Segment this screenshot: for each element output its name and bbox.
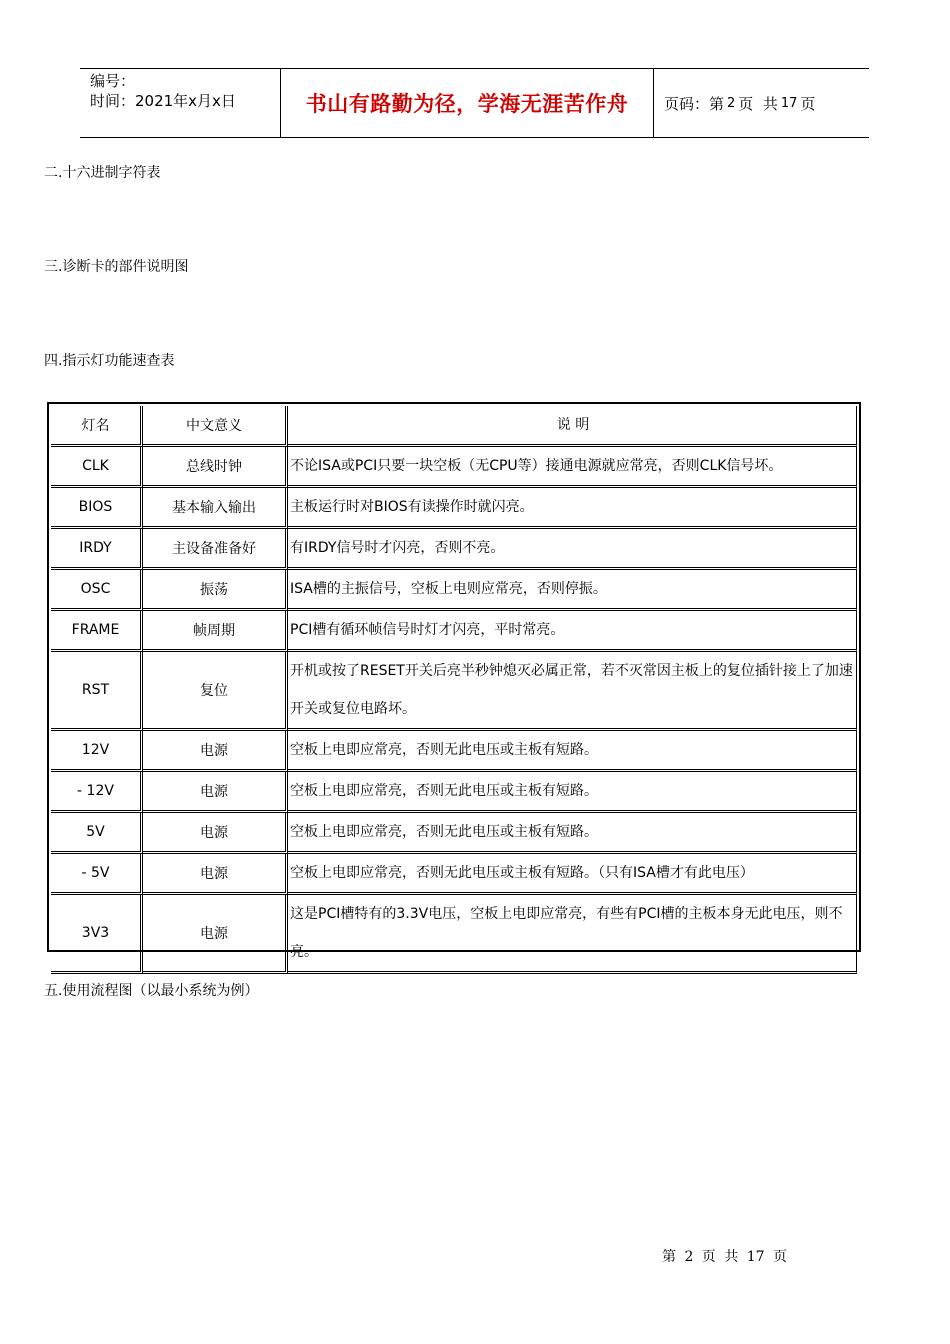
page-footer: 第 2 页 共 17 页 — [662, 1249, 787, 1265]
page-current: 2 — [727, 95, 736, 111]
indicator-table — [51, 406, 857, 974]
table-header-cell: 说 明 — [288, 406, 857, 447]
lamp-name-cell: 5V — [51, 813, 143, 854]
lamp-name-cell: CLK — [51, 447, 143, 488]
meaning-cell: 帧周期 — [143, 611, 288, 652]
meaning-cell: 总线时钟 — [143, 447, 288, 488]
table-row — [51, 488, 857, 529]
description-cell: 有IRDY信号时才闪亮，否则不亮。 — [288, 529, 857, 570]
meaning-cell: 电源 — [143, 895, 288, 974]
table-row — [51, 854, 857, 895]
lamp-name-cell: 3V3 — [51, 895, 143, 974]
meaning-cell: 电源 — [143, 813, 288, 854]
header-meta — [80, 69, 281, 137]
page-suffix: 页 — [800, 94, 816, 113]
table-header-cell: 中文意义 — [143, 406, 288, 447]
page-header — [80, 68, 869, 138]
table-row — [51, 731, 857, 772]
meaning-cell: 基本输入输出 — [143, 488, 288, 529]
description-cell: PCI槽有循环帧信号时灯才闪亮，平时常亮。 — [288, 611, 857, 652]
table-header-cell: 灯名 — [51, 406, 143, 447]
meaning-cell: 电源 — [143, 772, 288, 813]
description-cell: ISA槽的主振信号，空板上电则应常亮，否则停振。 — [288, 570, 857, 611]
table-header-row — [51, 406, 857, 447]
description-cell: 空板上电即应常亮，否则无此电压或主板有短路。 — [288, 813, 857, 854]
description-cell: 主板运行时对BIOS有读操作时就闪亮。 — [288, 488, 857, 529]
lamp-name-cell: 12V — [51, 731, 143, 772]
meaning-cell: 主设备准备好 — [143, 529, 288, 570]
description-cell: 空板上电即应常亮，否则无此电压或主板有短路。 — [288, 731, 857, 772]
table-row — [51, 813, 857, 854]
description-cell: 空板上电即应常亮，否则无此电压或主板有短路。 — [288, 772, 857, 813]
description-cell: 这是PCI槽特有的3.3V电压，空板上电即应常亮，有些有PCI槽的主板本身无此电压，则不亮。 — [288, 895, 857, 974]
lamp-name-cell: - 5V — [51, 854, 143, 895]
lamp-name-cell: RST — [51, 652, 143, 731]
section-parts-diagram-heading: 三.诊断卡的部件说明图 — [44, 259, 189, 275]
indicator-table-frame — [47, 402, 861, 960]
lamp-name-cell: IRDY — [51, 529, 143, 570]
header-motto: 书山有路勤为径，学海无涯苦作舟 — [305, 91, 629, 116]
section-flowchart-heading: 五.使用流程图（以最小系统为例） — [44, 983, 259, 999]
meaning-cell: 复位 — [143, 652, 288, 731]
section-indicator-table-heading: 四.指示灯功能速查表 — [44, 353, 175, 369]
description-cell: 空板上电即应常亮，否则无此电压或主板有短路。（只有ISA槽才有此电压） — [288, 854, 857, 895]
meaning-cell: 振荡 — [143, 570, 288, 611]
header-page-info — [654, 69, 869, 137]
lamp-name-cell: OSC — [51, 570, 143, 611]
table-row — [51, 611, 857, 652]
lamp-name-cell: BIOS — [51, 488, 143, 529]
table-row — [51, 895, 857, 974]
number-label: 编号： — [90, 72, 136, 90]
meaning-cell: 电源 — [143, 731, 288, 772]
description-cell: 不论ISA或PCI只要一块空板（无CPU等）接通电源就应常亮，否则CLK信号坏。 — [288, 447, 857, 488]
table-row — [51, 529, 857, 570]
lamp-name-cell: FRAME — [51, 611, 143, 652]
lamp-name-cell: - 12V — [51, 772, 143, 813]
section-hex-table-heading: 二.十六进制字符表 — [44, 165, 161, 181]
header-motto-cell — [281, 69, 654, 137]
page-total: 17 — [780, 95, 798, 111]
page-prefix: 页码：第 — [664, 94, 725, 113]
page-mid: 页 共 — [738, 94, 778, 113]
table-row — [51, 447, 857, 488]
table-row — [51, 772, 857, 813]
table-row — [51, 570, 857, 611]
meaning-cell: 电源 — [143, 854, 288, 895]
table-row — [51, 652, 857, 731]
time-label: 时间：2021年x月x日 — [90, 92, 236, 110]
description-cell: 开机或按了RESET开关后亮半秒钟熄灭必属正常，若不灭常因主板上的复位插针接上了加速开关或复位电路坏。 — [288, 652, 857, 731]
